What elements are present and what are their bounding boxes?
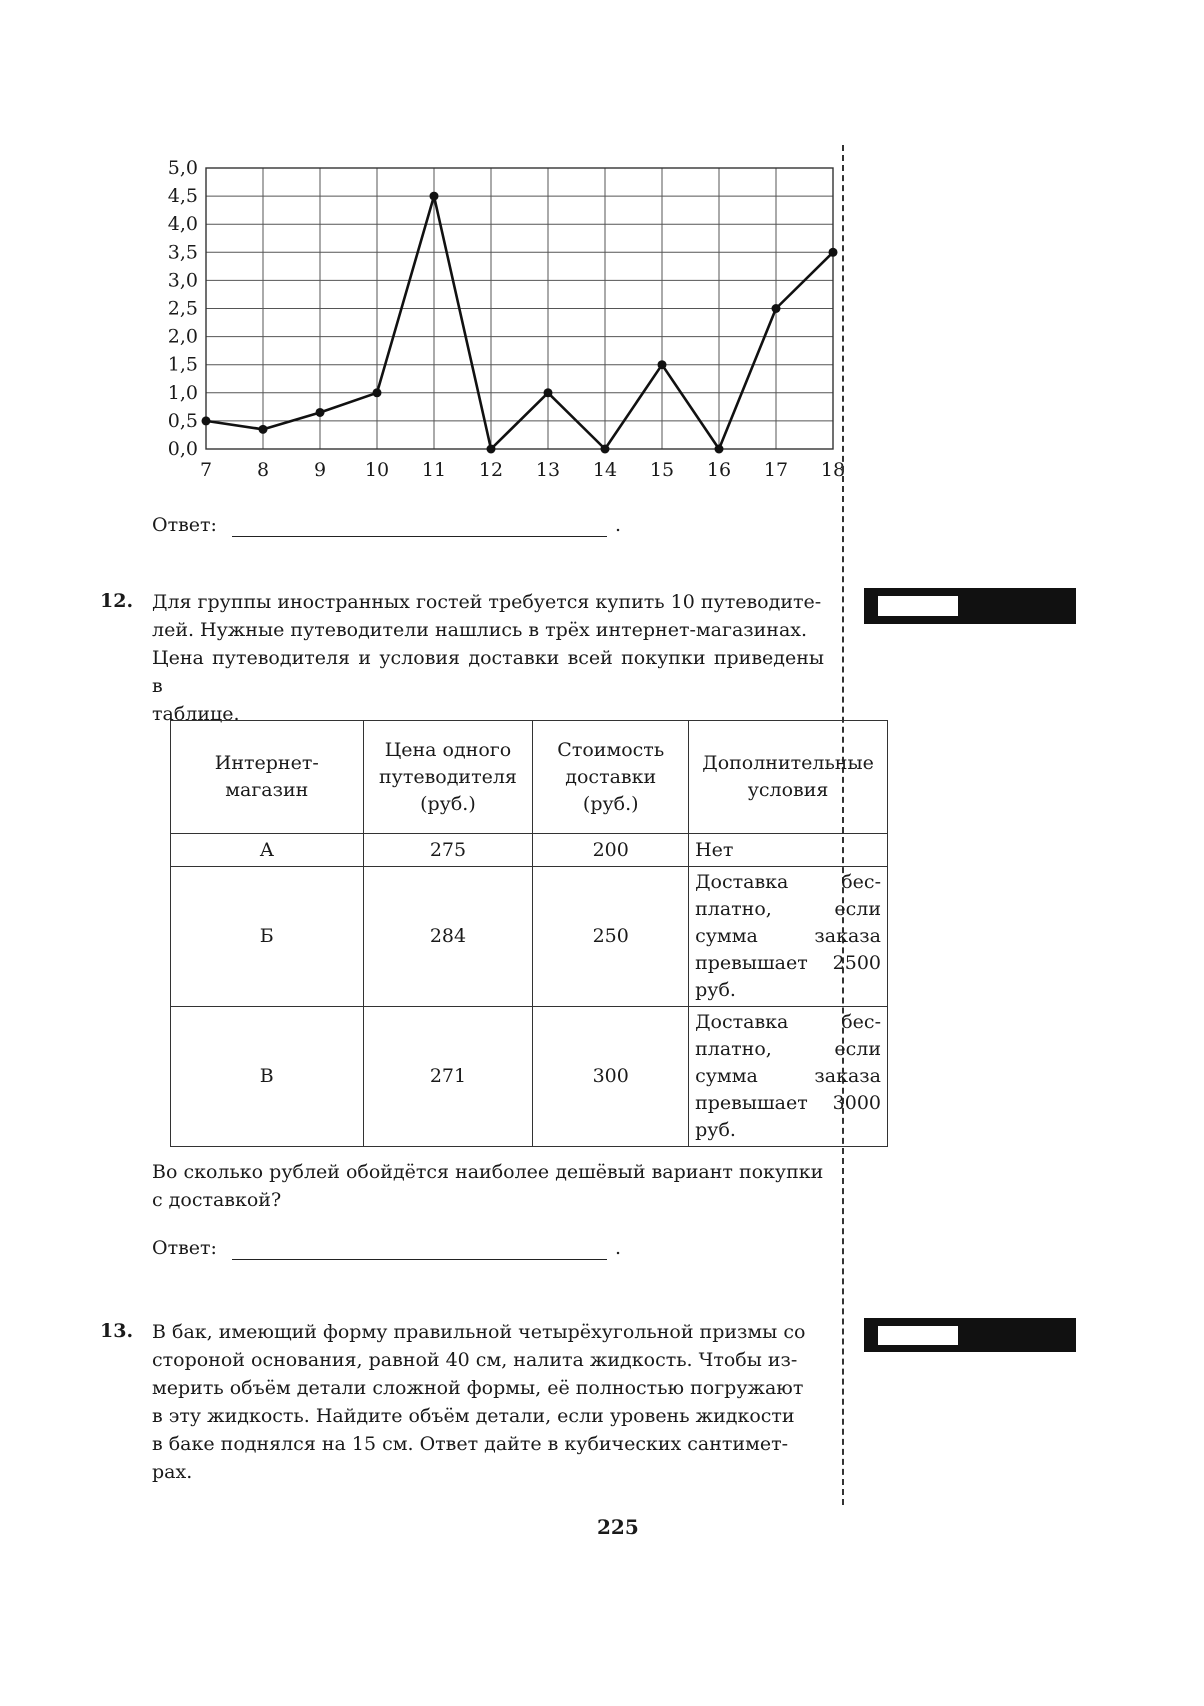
series-line bbox=[206, 196, 833, 449]
header-line: Интернет- bbox=[214, 752, 319, 774]
text-line: мерить объём детали сложной формы, её полностью погружают bbox=[152, 1377, 804, 1399]
x-tick-label: 7 bbox=[199, 459, 213, 481]
condition-line: превышает 2500 bbox=[695, 952, 881, 974]
header-line: (руб.) bbox=[420, 792, 476, 815]
text-line: в баке поднялся на 15 см. Ответ дайте в кубических сантимет- bbox=[152, 1433, 789, 1455]
data-point bbox=[829, 248, 838, 257]
y-tick-label: 4,0 bbox=[167, 213, 198, 236]
text-line: Во сколько рублей обойдётся наиболее дешёвый вариант покупки bbox=[152, 1161, 824, 1183]
cell-delivery: 250 bbox=[533, 867, 689, 1007]
header-line: условия bbox=[747, 779, 829, 801]
data-point bbox=[202, 416, 211, 425]
data-point bbox=[487, 445, 496, 454]
question-12-ask bbox=[152, 1158, 824, 1214]
text-line: В бак, имеющий форму правильной четырёхугольной призмы со bbox=[152, 1321, 806, 1343]
data-point bbox=[373, 388, 382, 397]
data-point bbox=[259, 425, 268, 434]
header-shop bbox=[171, 721, 364, 834]
cell-conditions: Нет bbox=[689, 834, 888, 867]
table-row bbox=[171, 834, 888, 867]
question-text-12 bbox=[152, 588, 824, 728]
text-line: Цена путеводителя и условия доставки всей покупки приведены в bbox=[152, 647, 824, 697]
y-tick-label: 5,0 bbox=[167, 157, 198, 179]
answer-box-13-field[interactable] bbox=[878, 1326, 958, 1345]
cell-delivery: 300 bbox=[533, 1007, 689, 1147]
x-tick-label: 14 bbox=[592, 459, 618, 481]
x-tick-label: 13 bbox=[535, 459, 561, 481]
cell-delivery: 200 bbox=[533, 834, 689, 867]
header-delivery bbox=[533, 721, 689, 834]
answer-label-12: Ответ: bbox=[152, 1237, 217, 1259]
x-tick-label: 9 bbox=[313, 459, 327, 481]
page-number: 225 bbox=[597, 1515, 639, 1539]
header-line: (руб.) bbox=[582, 792, 639, 815]
header-line: Дополнительные bbox=[702, 752, 874, 774]
data-point bbox=[601, 445, 610, 454]
question-number-12: 12. bbox=[100, 590, 134, 612]
data-point bbox=[430, 192, 439, 201]
header-line: доставки bbox=[565, 765, 657, 788]
y-tick-label: 4,5 bbox=[167, 185, 198, 208]
condition-line: Доставка бес- bbox=[695, 1011, 881, 1033]
y-tick-label: 3,0 bbox=[167, 269, 198, 292]
cell-shop: В bbox=[171, 1007, 364, 1147]
shops-table bbox=[170, 720, 888, 1147]
y-tick-label: 3,5 bbox=[167, 241, 198, 264]
data-point bbox=[316, 408, 325, 417]
data-point bbox=[772, 304, 781, 313]
text-line: лей. Нужные путеводители нашлись в трёх интернет-магазинах. bbox=[152, 619, 808, 641]
x-tick-label: 18 bbox=[820, 459, 846, 481]
x-tick-label: 10 bbox=[364, 459, 390, 481]
answer-label-11: Ответ: bbox=[152, 514, 217, 536]
condition-line: руб. bbox=[695, 1119, 736, 1141]
answer-box-13 bbox=[864, 1318, 1076, 1352]
y-tick-label: 1,5 bbox=[167, 353, 198, 376]
data-point bbox=[544, 388, 553, 397]
y-tick-label: 2,5 bbox=[167, 297, 198, 320]
table-row bbox=[171, 867, 888, 1007]
question-text-13 bbox=[152, 1318, 824, 1486]
x-tick-label: 11 bbox=[421, 459, 447, 481]
header-conditions bbox=[689, 721, 888, 834]
condition-line: платно, если bbox=[695, 898, 881, 920]
condition-line: сумма заказа bbox=[695, 925, 881, 947]
text-line: рах. bbox=[152, 1461, 193, 1483]
line-chart bbox=[150, 150, 850, 495]
table-header-row bbox=[171, 721, 888, 834]
text-line: таблице. bbox=[152, 703, 240, 725]
text-line: стороной основания, равной 40 см, налита жидкость. Чтобы из- bbox=[152, 1349, 798, 1371]
question-number-13: 13. bbox=[100, 1320, 134, 1342]
y-tick-label: 1,0 bbox=[167, 381, 198, 404]
cell-price: 271 bbox=[363, 1007, 533, 1147]
answer-dot-11: . bbox=[615, 514, 622, 536]
x-tick-label: 12 bbox=[478, 459, 504, 481]
condition-line: сумма заказа bbox=[695, 1065, 881, 1087]
cell-shop: Б bbox=[171, 867, 364, 1007]
header-line: Цена одного bbox=[384, 738, 512, 761]
cell-price: 275 bbox=[363, 834, 533, 867]
x-tick-label: 17 bbox=[763, 459, 789, 481]
x-tick-label: 16 bbox=[706, 459, 732, 481]
header-line: магазин bbox=[225, 779, 309, 801]
data-point bbox=[658, 360, 667, 369]
header-price bbox=[363, 721, 533, 834]
cell-price: 284 bbox=[363, 867, 533, 1007]
answer-line-12[interactable] bbox=[232, 1245, 607, 1260]
answer-box-12-field[interactable] bbox=[878, 596, 958, 616]
x-tick-label: 8 bbox=[256, 459, 270, 481]
x-tick-label: 15 bbox=[649, 459, 675, 481]
condition-line: превышает 3000 bbox=[695, 1092, 881, 1114]
condition-line: платно, если bbox=[695, 1038, 881, 1060]
y-tick-label: 2,0 bbox=[167, 325, 198, 348]
answer-dot-12: . bbox=[615, 1237, 622, 1259]
data-point bbox=[715, 445, 724, 454]
header-line: Стоимость bbox=[557, 738, 665, 761]
cell-conditions bbox=[689, 1007, 888, 1147]
answer-line-11[interactable] bbox=[232, 522, 607, 537]
answer-box-12 bbox=[864, 588, 1076, 624]
y-tick-label: 0,0 bbox=[167, 438, 198, 460]
header-line: путеводителя bbox=[378, 765, 517, 788]
text-line: в эту жидкость. Найдите объём детали, если уровень жидкости bbox=[152, 1405, 795, 1427]
text-line: Для группы иностранных гостей требуется купить 10 путеводите- bbox=[152, 591, 822, 613]
cell-conditions bbox=[689, 867, 888, 1007]
text-line: с доставкой? bbox=[152, 1189, 282, 1211]
condition-line: руб. bbox=[695, 979, 736, 1001]
condition-line: Доставка бес- bbox=[695, 871, 881, 893]
y-tick-label: 0,5 bbox=[167, 409, 198, 432]
table-row bbox=[171, 1007, 888, 1147]
cell-shop: А bbox=[171, 834, 364, 867]
